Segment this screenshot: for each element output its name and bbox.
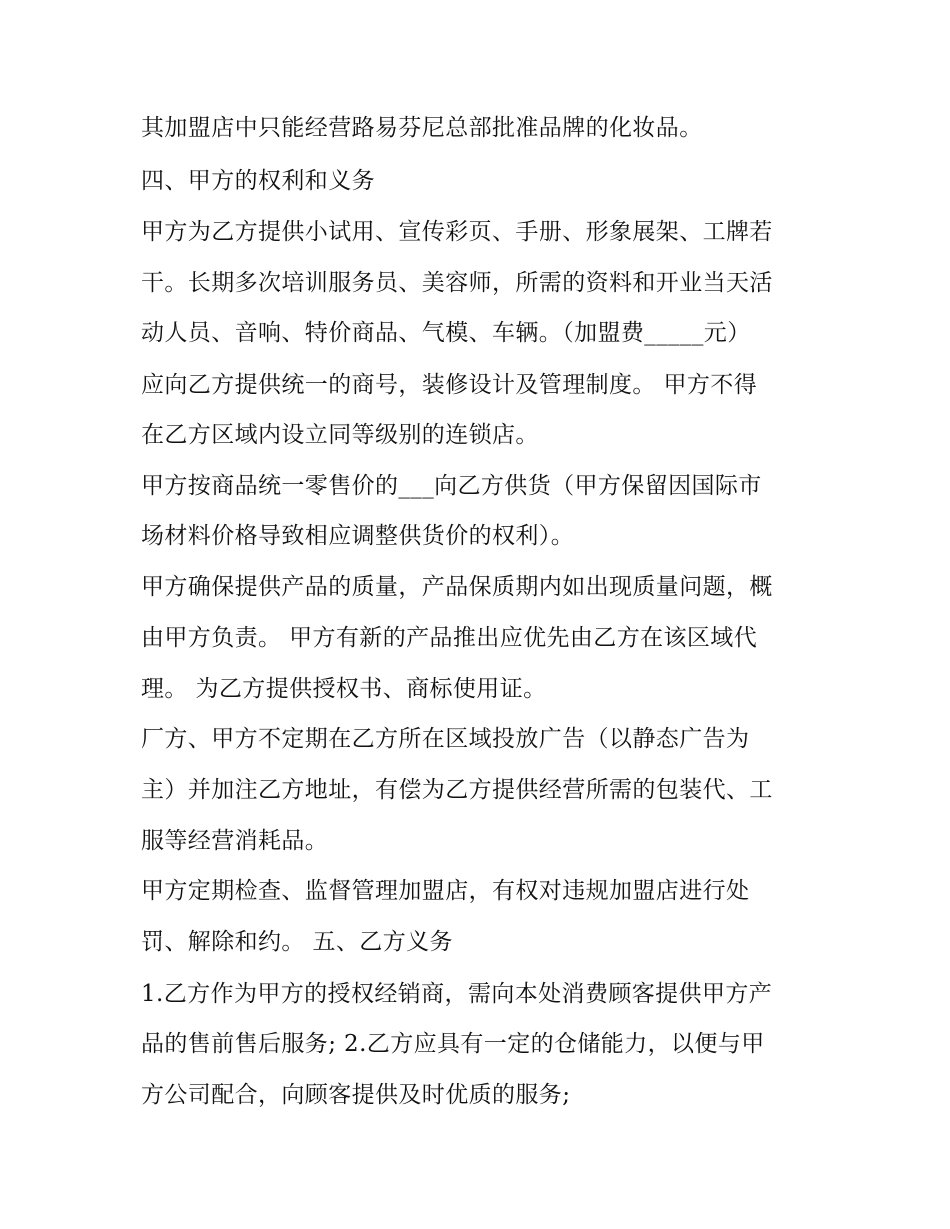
section-heading: 四、甲方的权利和义务 <box>141 168 375 194</box>
text-line: 场材料价格导致相应调整供货价的权利）。 <box>141 523 575 549</box>
text-line: 其加盟店中只能经营路易芬尼总部批准品牌的化妆品。 <box>141 115 703 141</box>
text-line: 干。长期多次培训服务员、美容师，所需的资料和开业当天活 <box>141 270 773 296</box>
text-line: 方公司配合，向顾客提供及时优质的服务; <box>141 1082 571 1108</box>
text-line: 甲方确保提供产品的质量，产品保质期内如出现质量问题，概 <box>141 574 773 600</box>
text-line: 理。 为乙方提供授权书、商标使用证。 <box>141 676 547 702</box>
text-line: 服等经营消耗品。 <box>141 828 329 854</box>
text-line: 品的售前售后服务; 2.乙方应具有一定的仓储能力，以便与甲 <box>141 1031 765 1057</box>
text-line: 1.乙方作为甲方的授权经销商，需向本处消费顾客提供甲方产 <box>141 981 773 1007</box>
text-line: 厂方、甲方不定期在乙方所在区域投放广告（以静态广告为 <box>141 726 750 752</box>
text-line: 由甲方负责。 甲方有新的产品推出应优先由乙方在该区域代 <box>141 625 758 651</box>
text-line: 动人员、音响、特价商品、气模、车辆。（加盟费_____元） <box>141 320 751 346</box>
text-line: 甲方为乙方提供小试用、宣传彩页、手册、形象展架、工牌若 <box>141 219 773 245</box>
text-line: 在乙方区域内设立同等级别的连锁店。 <box>141 422 539 448</box>
text-line: 应向乙方提供统一的商号，装修设计及管理制度。 甲方不得 <box>141 372 758 398</box>
text-line: 甲方按商品统一零售价的___向乙方供货（甲方保留因国际市 <box>141 473 762 499</box>
text-line: 主）并加注乙方地址，有偿为乙方提供经营所需的包装代、工 <box>141 777 773 803</box>
text-line: 罚、解除和约。 五、乙方义务 <box>141 929 453 955</box>
text-line: 甲方定期检查、监督管理加盟店，有权对违规加盟店进行处 <box>141 878 750 904</box>
